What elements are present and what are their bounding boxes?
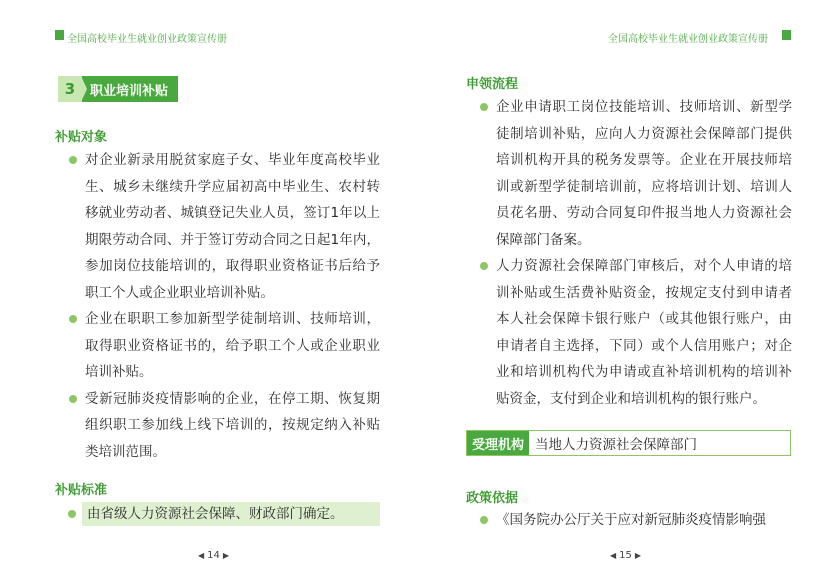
- bullet-dot-icon: [69, 395, 77, 403]
- subsidy-target-list: [69, 147, 380, 465]
- bullet-dot-icon: [69, 315, 77, 323]
- policy-basis-list: [480, 507, 792, 534]
- subsidy-standard-heading: 补贴标准: [55, 483, 108, 498]
- section-badge: [58, 76, 178, 102]
- bullet-dot-icon: [480, 262, 488, 270]
- bullet-dot-icon: [480, 103, 488, 111]
- header-title-right: 全国高校毕业生就业创业政策宣传册: [608, 34, 768, 45]
- list-item: 对企业新录用脱贫家庭子女、毕业年度高校毕业生、城乡未继续升学应届初高中毕业生、农村转移就业劳动者、城镇登记失业人员，签订1年以上期限劳动合同、并于签订劳动合同之日起1年内，参加岗位技能培训的，取得职业资格证书后给予职工个人或企业职业培训补贴。: [69, 147, 380, 306]
- application-process-list: [480, 94, 792, 412]
- policy-basis-heading: 政策依据: [466, 491, 519, 506]
- list-item: 人力资源社会保障部门审核后，对个人申请的培训补贴或生活费补贴资金，按规定支付到申请者本人社会保障卡银行账户（或其他银行账户，由申请者自主选择，下同）或个人信用账户；对企业和培训机构代为申请或直补培训机构的培训补贴资金，支付到企业和培训机构的银行账户。: [480, 253, 792, 412]
- accepting-agency-label: 受理机构: [467, 431, 529, 455]
- bullet-dot-icon: [480, 516, 488, 524]
- page-number-right: ◀ 15 ▶: [610, 550, 642, 561]
- next-arrow-icon: ▶: [634, 551, 642, 560]
- list-item: 企业在职职工参加新型学徒制培训、技师培训，取得职业资格证书的，给予职工个人或企业职业培训补贴。: [69, 306, 380, 386]
- bullet-dot-icon: [68, 510, 76, 518]
- header-title-left: 全国高校毕业生就业创业政策宣传册: [67, 34, 227, 45]
- application-process-heading: 申领流程: [466, 77, 519, 92]
- header-marker-icon: [55, 30, 64, 40]
- header-marker-icon: [782, 30, 791, 40]
- list-item: 企业申请职工岗位技能培训、技师培训、新型学徒制培训补贴，应向人力资源社会保障部门提供培训机构开具的税务发票等。企业在开展技师培训或新型学徒制培训前，应将培训计划、培训人员花名册、劳动合同复印件报当地人力资源社会保障部门备案。: [480, 94, 792, 253]
- accepting-agency-box: [466, 430, 791, 456]
- bullet-dot-icon: [69, 156, 77, 164]
- accepting-agency-value: 当地人力资源社会保障部门: [535, 437, 698, 453]
- subsidy-standard-item: [68, 502, 380, 526]
- prev-arrow-icon: ◀: [198, 551, 205, 560]
- list-item: 《国务院办公厅关于应对新冠肺炎疫情影响强: [480, 507, 792, 534]
- next-arrow-icon: ▶: [222, 551, 230, 560]
- right-page: [418, 0, 836, 584]
- section-number: 3: [58, 76, 82, 102]
- section-title: 职业培训补贴: [82, 76, 178, 102]
- list-item: 受新冠肺炎疫情影响的企业，在停工期、恢复期组织职工参加线上线下培训的，按规定纳入补贴类培训范围。: [69, 386, 380, 466]
- subsidy-target-heading: 补贴对象: [55, 130, 108, 145]
- prev-arrow-icon: ◀: [610, 551, 617, 560]
- highlighted-text: 由省级人力资源社会保障、财政部门确定。: [82, 502, 380, 526]
- page-number-left: ◀ 14 ▶: [198, 550, 230, 561]
